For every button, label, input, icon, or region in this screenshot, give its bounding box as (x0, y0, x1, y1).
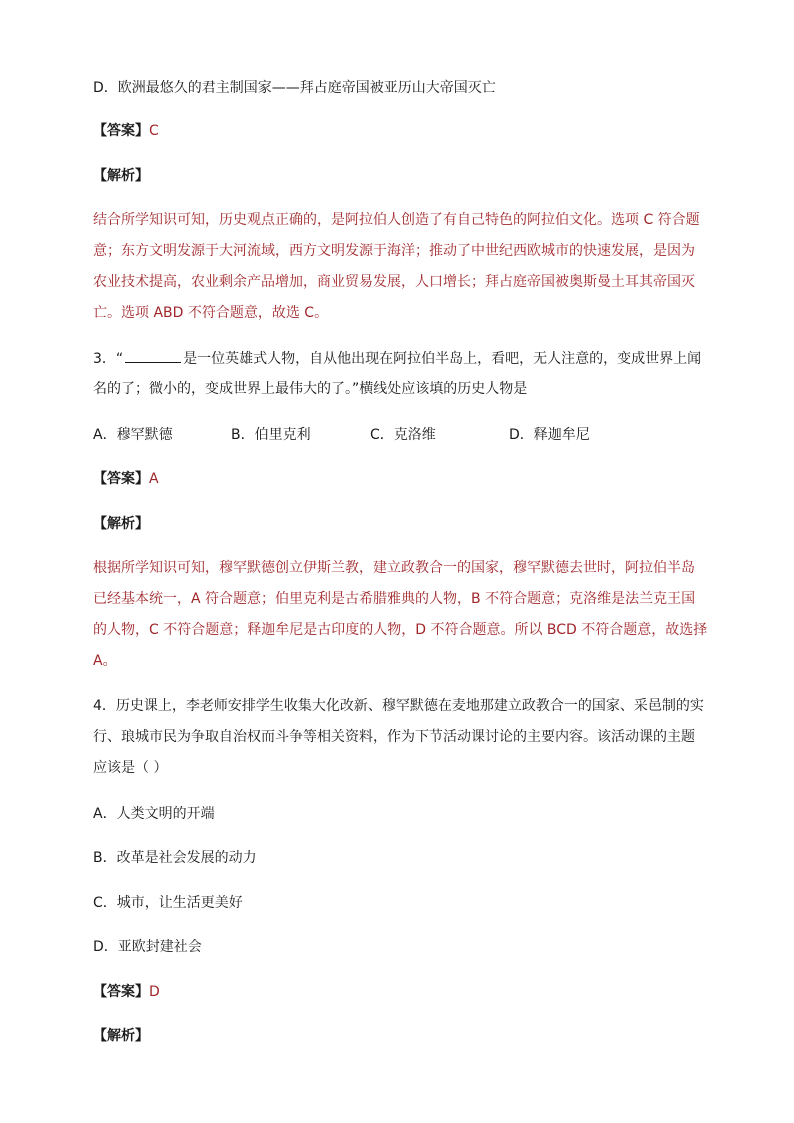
q3-stem-prefix: 3．“ (93, 351, 124, 367)
q3-analysis-line-1: 根据所学知识可知，穆罕默德创立伊斯兰教，建立政教合一的国家，穆罕默德去世时，阿拉伯半岛 (93, 560, 695, 576)
q4-stem-line-1: 4．历史课上，李老师安排学生收集大化改新、穆罕默德在麦地那建立政教合一的国家、采邑制的实 (93, 698, 704, 714)
q2-answer-tag: 【答案】 (93, 123, 149, 139)
q2-answer (93, 121, 159, 141)
q2-analysis-line-1: 结合所学知识可知，历史观点正确的，是阿拉伯人创造了有自己特色的阿拉伯文化。选项 C 符合题 (93, 212, 700, 228)
q3-analysis-line-3: 的人物，C 不符合题意；释迦牟尼是古印度的人物，D 不符合题意。所以 BCD 不符合题意，故选择 (93, 622, 708, 638)
q4-option-a: A．人类文明的开端 (93, 806, 215, 822)
q3-option-a: A．穆罕默德 (93, 427, 173, 443)
q3-answer-value: A (149, 471, 159, 487)
q4-analysis-tag: 【解析】 (93, 1028, 149, 1044)
q2-analysis-line-2: 意；东方文明发源于大河流域，西方文明发源于海洋；推动了中世纪西欧城市的快速发展，是因为 (93, 243, 695, 259)
q4-option-d: D．亚欧封建社会 (93, 939, 202, 955)
q3-option-d: D．释迦牟尼 (509, 427, 590, 443)
q3-blank (125, 348, 181, 363)
q2-analysis-line-3: 农业技术提高，农业剩余产品增加，商业贸易发展，人口增长；拜占庭帝国被奥斯曼土耳其帝国灭 (93, 274, 695, 290)
q4-answer-tag: 【答案】 (93, 984, 149, 1000)
q2-analysis-tag: 【解析】 (93, 168, 149, 184)
q3-answer (93, 469, 159, 489)
q3-analysis-line-2: 已经基本统一，A 符合题意；伯里克利是古希腊雅典的人物，B 不符合题意；克洛维是法兰克王国 (93, 591, 696, 607)
q2-answer-value: C (149, 123, 159, 139)
q3-stem-line1-rest: 是一位英雄式人物，自从他出现在阿拉伯半岛上，看吧，无人注意的，变成世界上闻 (183, 351, 702, 367)
q3-stem-line-1 (93, 348, 701, 369)
q3-analysis-tag: 【解析】 (93, 516, 149, 532)
q4-option-b: B．改革是社会发展的动力 (93, 850, 257, 866)
q3-answer-tag: 【答案】 (93, 471, 149, 487)
q4-answer-value: D (149, 984, 160, 1000)
q4-option-c: C．城市，让生活更美好 (93, 895, 243, 911)
q3-stem-line-2: 名的了；微小的，变成世界上最伟大的了。”横线处应该填的历史人物是 (93, 381, 528, 397)
q4-stem-line-2: 行、琅城市民为争取自治权而斗争等相关资料，作为下节活动课讨论的主要内容。该活动课的主题 (93, 729, 695, 745)
q3-analysis-line-4: A。 (93, 653, 117, 669)
q3-options (93, 425, 703, 445)
q4-stem-line-3: 应该是（ ） (93, 760, 168, 776)
q2-analysis-line-4: 亡。选项 ABD 不符合题意，故选 C。 (93, 305, 329, 321)
q4-answer (93, 982, 160, 1002)
q3-option-b: B．伯里克利 (231, 427, 311, 443)
q3-option-c: C．克洛维 (370, 427, 436, 443)
q2-option-d: D．欧洲最悠久的君主制国家——拜占庭帝国被亚历山大帝国灭亡 (93, 80, 496, 96)
